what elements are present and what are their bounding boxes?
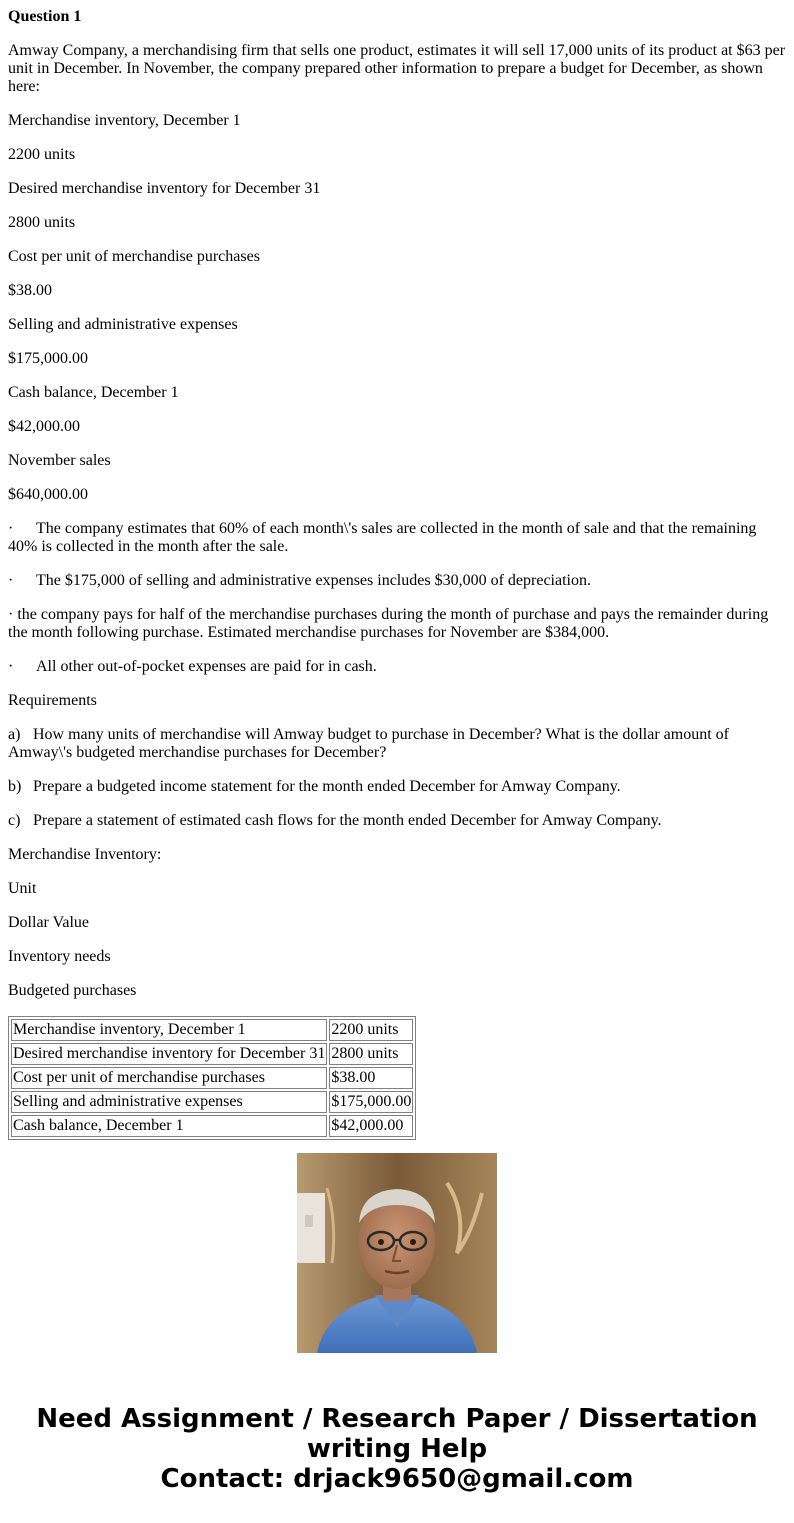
table-row: [11, 1115, 413, 1137]
bullet-item: [8, 520, 788, 556]
requirement-text: How many units of merchandise will Amway budget to purchase in December? What is the dollar amount of Amway\'s budgeted merchandise purchases for December?: [8, 726, 729, 761]
bullet-text: The company estimates that 60% of each month\'s sales are collected in the month of sale and that the remaining 40% is collected in the month after the sale.: [8, 520, 757, 555]
budget-data-table: [8, 1016, 416, 1140]
requirement-item: [8, 726, 788, 762]
requirement-item: [8, 778, 788, 796]
info-line: Merchandise inventory, December 1: [8, 112, 241, 129]
table-cell-label: Cash balance, December 1: [11, 1115, 327, 1137]
bullet-marker: ·: [8, 606, 14, 623]
tutor-portrait-image: [297, 1153, 497, 1353]
bullet-item: [8, 572, 788, 590]
bullet-item: [8, 658, 788, 676]
table-cell-value: $38.00: [329, 1067, 413, 1089]
requirement-marker: a): [8, 726, 21, 743]
lower-line: Dollar Value: [8, 914, 90, 931]
requirements-heading: Requirements: [8, 692, 97, 709]
info-line: $38.00: [8, 282, 52, 299]
info-line: 2800 units: [8, 214, 76, 231]
table-cell-value: 2200 units: [329, 1019, 413, 1041]
info-line: November sales: [8, 452, 111, 469]
promo-contact: Contact: drjack9650@gmail.com: [160, 1464, 634, 1494]
tutor-avatar: [297, 1153, 497, 1353]
bullet-text: The $175,000 of selling and administrative expenses includes $30,000 of depreciation.: [36, 572, 591, 589]
bullet-marker: ·: [8, 572, 14, 589]
bullet-text: the company pays for half of the merchandise purchases during the month of purchase and pays the remainder during the month following purchase. Estimated merchandise purchases for November are $384,000.: [8, 606, 769, 641]
lower-line: Unit: [8, 880, 37, 897]
lower-line: Budgeted purchases: [8, 982, 137, 999]
table-cell-label: Cost per unit of merchandise purchases: [11, 1067, 327, 1089]
requirement-marker: c): [8, 812, 21, 829]
intro-paragraph: Amway Company, a merchandising firm that sells one product, estimates it will sell 17,000 units of its product at $63 per unit in December. In November, the company prepared other information to prepare a budget for December, as shown here:: [8, 42, 786, 95]
info-line: Cost per unit of merchandise purchases: [8, 248, 260, 265]
requirement-marker: b): [8, 778, 22, 795]
table-cell-label: Merchandise inventory, December 1: [11, 1019, 327, 1041]
info-line: 2200 units: [8, 146, 76, 163]
promo-banner: [0, 1404, 794, 1494]
table-cell-value: $175,000.00: [329, 1091, 413, 1113]
info-line: Desired merchandise inventory for December 31: [8, 180, 321, 197]
info-line: $640,000.00: [8, 486, 88, 503]
bullet-item: [8, 606, 788, 642]
bullet-marker: ·: [8, 658, 14, 675]
table-row: [11, 1019, 413, 1041]
lower-line: Merchandise Inventory:: [8, 846, 162, 863]
requirement-text: Prepare a statement of estimated cash flows for the month ended December for Amway Company.: [33, 812, 662, 829]
table-cell-value: 2800 units: [329, 1043, 413, 1065]
requirement-text: Prepare a budgeted income statement for the month ended December for Amway Company.: [33, 778, 621, 795]
requirement-item: [8, 812, 788, 830]
table-cell-label: Desired merchandise inventory for December 31: [11, 1043, 327, 1065]
bullet-text: All other out-of-pocket expenses are paid for in cash.: [36, 658, 377, 675]
info-line: $175,000.00: [8, 350, 88, 367]
promo-line-2: writing Help: [306, 1434, 488, 1464]
table-row: [11, 1091, 413, 1113]
info-line: $42,000.00: [8, 418, 80, 435]
info-line: Selling and administrative expenses: [8, 316, 238, 333]
question-title: Question 1: [8, 8, 82, 25]
table-cell-value: $42,000.00: [329, 1115, 413, 1137]
table-cell-label: Selling and administrative expenses: [11, 1091, 327, 1113]
table-row: [11, 1043, 413, 1065]
promo-line-1: Need Assignment / Research Paper / Dissertation: [36, 1404, 758, 1434]
info-line: Cash balance, December 1: [8, 384, 179, 401]
bullet-marker: ·: [8, 520, 14, 537]
lower-line: Inventory needs: [8, 948, 111, 965]
table-row: [11, 1067, 413, 1089]
question-document: [8, 0, 788, 1134]
